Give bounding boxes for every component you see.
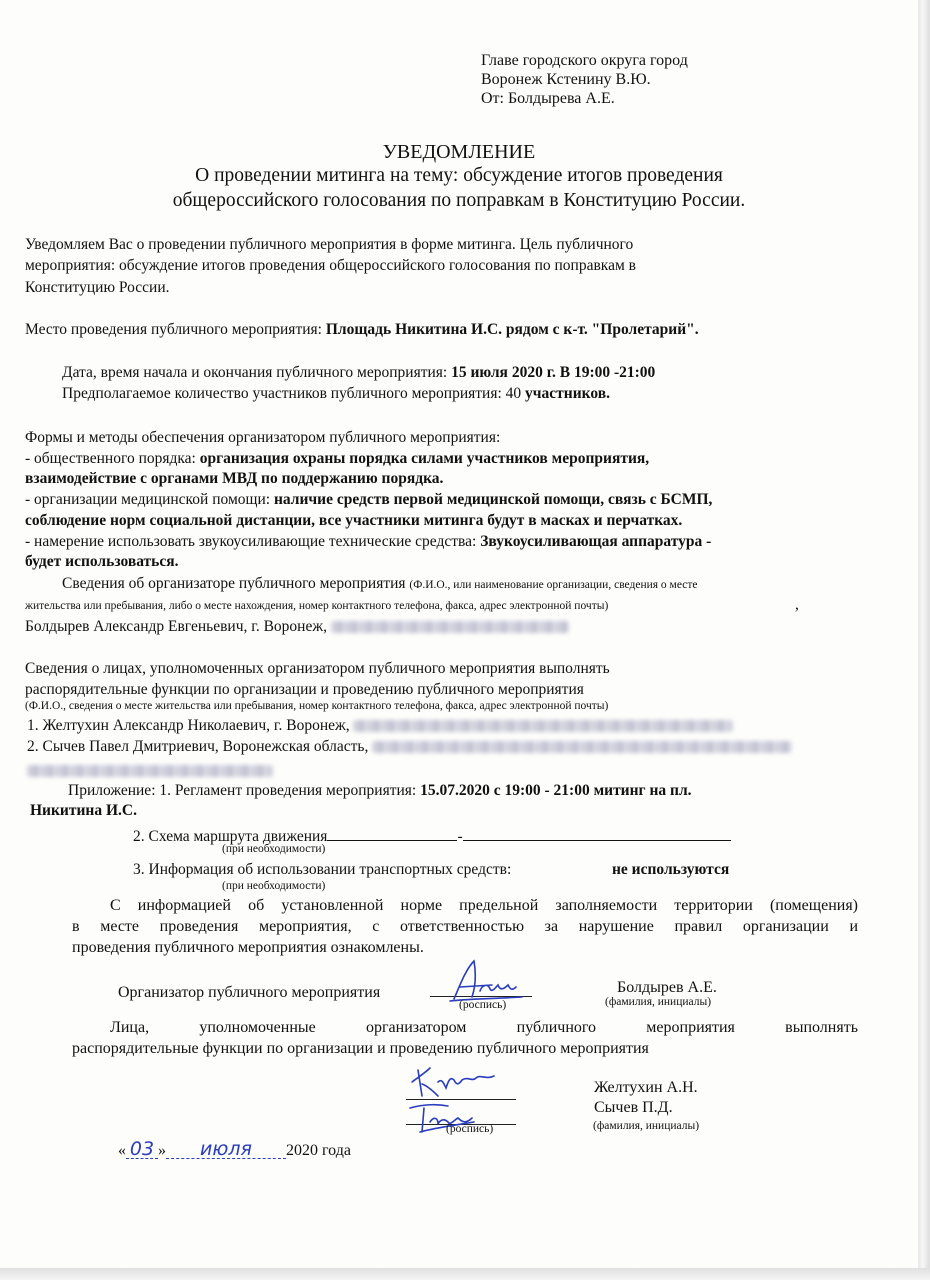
signature-auth-name-1: Желтухин А.Н. <box>594 1079 698 1096</box>
signature-org-label: Организатор публичного мероприятия <box>118 984 381 1001</box>
signature-org-scribble <box>436 955 526 1005</box>
place-value: Площадь Никитина И.С. рядом с к-т. "Пролетарий". <box>325 321 699 338</box>
page-edge-right <box>918 0 930 1280</box>
signature-auth-name-2: Сычев П.Д. <box>594 1099 673 1116</box>
forms-medical-row <box>25 491 712 509</box>
authorized-note: (Ф.И.О., сведения о месте жительства или пребывания, номер контактного телефона, факса, адрес электронной почты) <box>25 700 609 712</box>
appendix-item-2: 2. Схема маршрута движения <box>133 828 328 845</box>
organizer-note-1: (Ф.И.О., или наименование организации, сведения о месте <box>409 579 698 591</box>
forms-sound-value-2: будет использоваться. <box>25 553 179 570</box>
appendix-item-3: 3. Информация об использовании транспортных средств: <box>133 861 512 878</box>
organizer-label: Сведения об организаторе публичного мероприятия <box>62 575 410 592</box>
appendix-value-1: 15.07.2020 с 19:00 - 21:00 митинг на пл. <box>420 782 692 799</box>
organizer-note-2: жительства или пребывания, либо о месте нахождения, номер контактного телефона, факса, адрес электронной почты) <box>25 600 609 612</box>
signature-org-name: Болдырев А.Е. <box>617 979 717 996</box>
intro-line-3: Конституцию России. <box>25 279 170 296</box>
authorized-sign-line-1: Лица, уполномоченные организатором публичного мероприятия выполнять <box>110 1019 858 1036</box>
appendix-item-3-row <box>133 861 511 879</box>
page-edge-bottom <box>0 1268 930 1280</box>
organizer-value-row <box>25 618 569 636</box>
acknowledge-line-2: в месте проведения мероприятия, с ответственностью за нарушение правил организации и <box>72 918 858 935</box>
forms-sound-row <box>25 533 711 551</box>
date-line <box>118 1140 351 1160</box>
forms-medical-value-1: наличие средств первой медицинской помощи, связь с БСМП, <box>273 491 713 508</box>
document-title: УВЕДОМЛЕНИЕ <box>382 141 536 163</box>
appendix-item-3-value: не используются <box>612 861 730 878</box>
document-subtitle-1: О проведении митинга на тему: обсуждение итогов проведения <box>195 165 723 186</box>
acknowledge-line-3: проведения публичного мероприятия ознакомлены. <box>72 939 424 956</box>
appendix-label: Приложение: 1. Регламент проведения мероприятия: <box>68 782 421 799</box>
forms-order-value-1: организация охраны порядка силами участников мероприятия, <box>199 450 650 467</box>
addressee-line-3: От: Болдырева А.Е. <box>481 90 615 107</box>
forms-medical-value-2: соблюдение норм социальной дистанции, все участники митинга будут в масках и перчатках. <box>25 512 683 529</box>
date-day: 03 <box>126 1140 158 1159</box>
date-open-quote: « <box>118 1142 126 1159</box>
appendix-item-3-note: (при необходимости) <box>222 880 326 892</box>
authorized-person-2: 2. Сычев Павел Дмитриевич, Воронежская область, <box>27 738 369 755</box>
appendix-item-2-blank-2 <box>463 826 731 841</box>
forms-order-row <box>25 450 649 468</box>
redacted-phone-person-2 <box>27 762 273 780</box>
forms-sound-label: - намерение использовать звукоусиливающие технические средства: <box>25 533 481 550</box>
addressee-line-2: Воронеж Кстенину В.Ю. <box>481 71 651 88</box>
authorized-person-1: 1. Желтухин Александр Николаевич, г. Воронеж, <box>27 717 350 734</box>
addressee-line-1: Главе городского округа город <box>481 52 688 69</box>
organizer-value: Болдырев Александр Евгеньевич, г. Воронеж, <box>25 618 327 635</box>
signature-auth-sign-note: (роспись) <box>446 1123 494 1135</box>
redacted-address-person-1 <box>353 720 733 732</box>
appendix-item-2-note: (при необходимости) <box>222 843 326 855</box>
intro-line-2: мероприятия: обсуждение итогов проведения общероссийского голосования по поправкам в <box>25 257 636 274</box>
date-year: 2020 года <box>286 1142 351 1159</box>
appendix-item-2-blank-1 <box>327 826 457 841</box>
authorized-person-1-row <box>27 717 733 735</box>
forms-heading: Формы и методы обеспечения организатором публичного мероприятия: <box>25 429 501 446</box>
place-row <box>25 321 699 339</box>
date-value: 15 июля 2020 г. В 19:00 -21:00 <box>451 364 656 381</box>
redacted-address-organizer <box>331 621 569 633</box>
forms-order-value-2: взаимодействие с органами МВД по поддержанию порядка. <box>25 470 444 487</box>
forms-order-label: - общественного порядка: <box>25 450 200 467</box>
intro-line-1: Уведомляем Вас о проведении публичного мероприятия в форме митинга. Цель публичного <box>25 236 634 253</box>
appendix-value-2: Никитина И.С. <box>30 802 137 819</box>
date-month: июля <box>166 1140 286 1159</box>
authorized-sign-line-2: распорядительные функции по организации и проведению публичного мероприятия <box>72 1040 649 1057</box>
place-label: Место проведения публичного мероприятия: <box>25 321 326 338</box>
signature-auth-scribble-1 <box>408 1062 508 1102</box>
forms-medical-label: - организации медицинской помощи: <box>25 491 274 508</box>
organizer-comma: , <box>795 596 799 613</box>
participants-row <box>62 385 610 403</box>
date-label: Дата, время начала и окончания публичного мероприятия: <box>62 364 452 381</box>
authorized-line-1: Сведения о лицах, уполномоченных организатором публичного мероприятия выполнять <box>25 660 610 677</box>
redacted-address-person-2 <box>372 741 792 753</box>
participants-label: Предполагаемое количество участников публичного мероприятия: 40 <box>62 385 526 402</box>
signature-org-name-note: (фамилия, инициалы) <box>605 996 712 1008</box>
document-subtitle-2: общероссийского голосования по поправкам в Конституцию России. <box>172 190 746 211</box>
appendix-row <box>68 782 692 800</box>
organizer-label-row <box>62 575 697 593</box>
forms-sound-value-1: Звукоусиливающая аппаратура - <box>480 533 712 550</box>
participants-value: участников. <box>525 385 610 402</box>
signature-auth-name-note: (фамилия, инициалы) <box>593 1120 700 1132</box>
date-close-quote: » <box>158 1142 166 1159</box>
authorized-line-2: распорядительные функции по организации и проведению публичного мероприятия <box>25 681 584 698</box>
date-row <box>62 364 655 382</box>
authorized-person-2-row <box>27 738 792 756</box>
appendix-item-2-dash: - <box>457 828 463 845</box>
acknowledge-line-1: С информацией об установленной норме предельной заполняемости территории (помещения) <box>110 897 858 914</box>
signature-org-sign-note: (роспись) <box>459 999 507 1011</box>
